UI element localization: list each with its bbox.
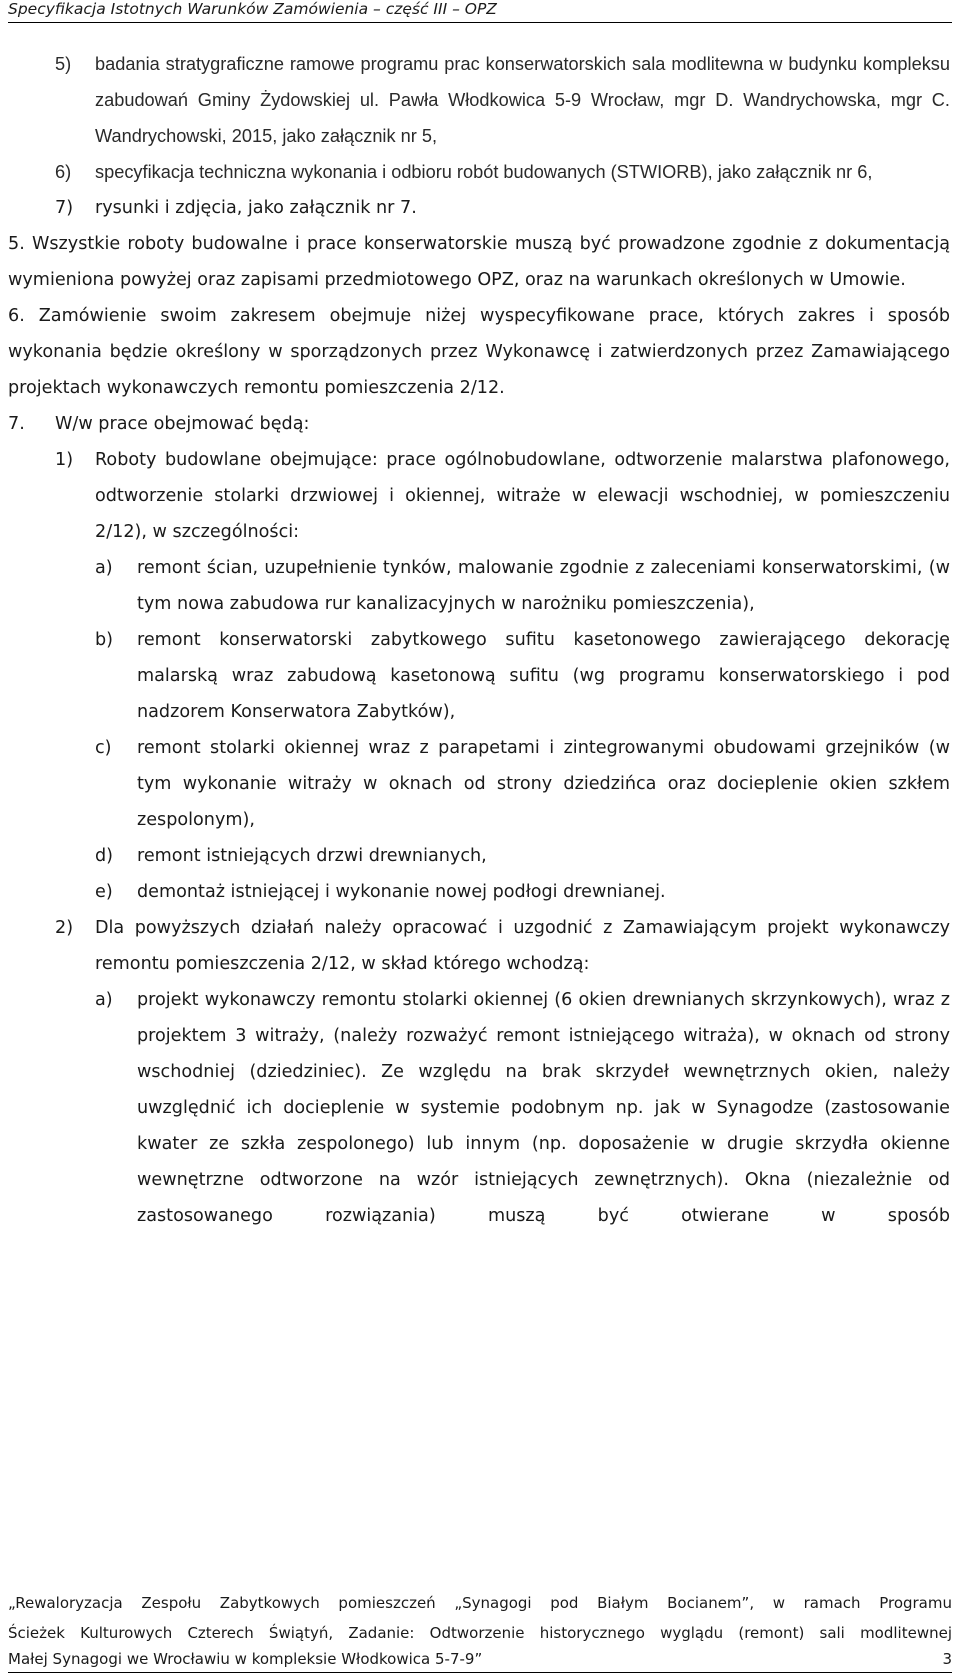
page-footer <box>8 1588 952 1673</box>
works-subitem-2a <box>95 982 950 1234</box>
works-item-2 <box>55 910 950 982</box>
section-text: Zamówienie swoim zakresem obejmuje niżej wyspecyfikowane prace, których zakres i sposób wykonania będzie określony w sporządzonych przez Wykonawcę i zatwierdzonych przez Zamawiającego projektach wykonawczych remontu pomieszczenia 2/12. <box>8 306 951 398</box>
page-header <box>8 0 952 23</box>
section-5 <box>8 226 950 298</box>
list-item-number: 7) <box>55 198 74 218</box>
subitem-letter: b) <box>95 630 114 650</box>
section-7 <box>8 406 950 442</box>
list-item-6 <box>55 154 950 190</box>
list-item-text: rysunki i zdjęcia, jako załącznik nr 7. <box>95 198 417 218</box>
footer-line-2: Ścieżek Kulturowych Czterech Świątyń, Zadanie: Odtworzenie historycznego wyglądu (remont) sali modlitewnej <box>8 1624 952 1642</box>
subitem-text: demontaż istniejącej i wykonanie nowej podłogi drewnianej. <box>137 882 666 902</box>
works-subitem-1b <box>95 622 950 730</box>
works-subitem-1c <box>95 730 950 838</box>
list-item-number: 6) <box>55 162 72 182</box>
subitem-letter: c) <box>95 738 112 758</box>
subitem-text: remont konserwatorski zabytkowego sufitu kasetonowego zawierającego dekorację malarską wraz zabudową kasetonową sufitu (wg programu konserwatorskiego i pod nadzorem Konserwatora Zabytków), <box>137 630 950 722</box>
list-item-text: specyfikacja techniczna wykonania i odbioru robót budowanych (STWIORB), jako załącznik nr 6, <box>95 162 873 182</box>
works-subitem-1a <box>95 550 950 622</box>
subitem-text: remont ścian, uzupełnienie tynków, malowanie zgodnie z zaleceniami konserwatorskimi, (w tym nowa zabudowa rur kanalizacyjnych w narożniku pomieszczenia), <box>137 558 950 614</box>
header-title: Specyfikacja Istotnych Warunków Zamówienia – część III – OPZ <box>8 0 497 18</box>
page-number: 3 <box>942 1650 952 1668</box>
section-number: 6. <box>8 306 25 326</box>
section-number: 5. <box>8 234 25 254</box>
works-item-text: Roboty budowlane obejmujące: prace ogólnobudowlane, odtworzenie malarstwa plafonowego, odtworzenie stolarki drzwiowej i okiennej, witraże w elewacji wschodniej, w pomieszczeniu 2/12), w szczególności: <box>95 450 950 542</box>
section-text: Wszystkie roboty budowalne i prace konserwatorskie muszą być prowadzone zgodnie z dokumentacją wymieniona powyżej oraz zapisami przedmiotowego OPZ, oraz na warunkach określonych w Umowie. <box>8 234 950 290</box>
footer-line-1: „Rewaloryzacja Zespołu Zabytkowych pomieszczeń „Synagogi pod Białym Bocianem”, w ramach Programu <box>8 1594 952 1612</box>
subitem-letter: a) <box>95 558 113 578</box>
works-subitem-1d <box>95 838 950 874</box>
works-item-text: Dla powyższych działań należy opracować i uzgodnić z Zamawiającym projekt wykonawczy remontu pomieszczenia 2/12, w skład którego wchodzą: <box>95 918 950 974</box>
footer-line-3 <box>8 1648 952 1673</box>
works-item-number: 1) <box>55 450 74 470</box>
footer-line-3-text: Małej Synagogi we Wrocławiu w kompleksie Włodkowica 5-7-9” <box>8 1650 483 1668</box>
list-item-text: badania stratygraficzne ramowe programu prac konserwatorskich sala modlitewna w budynku kompleksu zabudowań Gminy Żydowskiej ul. Pawła Włodkowica 5-9 Wrocław, mgr D. Wandrychowska, mgr C. Wandrychowski, 2015, jako załącznik nr 5, <box>95 54 950 146</box>
section-6 <box>8 298 950 406</box>
subitem-text: projekt wykonawczy remontu stolarki okiennej (6 okien drewnianych skrzynkowych), wraz z projektem 3 witraży, (należy rozważyć remont istniejącego witraża), w oknach od strony wschodniej (dziedziniec). Ze względu na brak skrzydeł wewnętrznych okien, należy uwzględnić ich docieplenie w systemie podobnym np. jak w Synagodze (zastosowanie kwater ze szkła zespolonego) lub innym (np. doposażenie w drugie skrzydła okienne wewnętrzne odtworzone na wzór istniejących zewnętrznych). Okna (niezależnie od zastosowanego rozwiązania) muszą być otwierane w sposób <box>137 990 950 1226</box>
works-item-1 <box>55 442 950 550</box>
subitem-text: remont stolarki okiennej wraz z parapetami i zintegrowanymi obudowami grzejników (w tym wykonanie witraży w oknach od strony dziedzińca oraz docieplenie okien szkłem zespolonym), <box>137 738 950 830</box>
subitem-letter: a) <box>95 990 113 1010</box>
works-subitem-1e <box>95 874 950 910</box>
section-text: W/w prace obejmować będą: <box>55 414 310 434</box>
list-item-number: 5) <box>55 54 72 74</box>
section-number: 7. <box>8 414 25 434</box>
works-item-number: 2) <box>55 918 74 938</box>
list-item-7 <box>55 190 950 226</box>
subitem-letter: d) <box>95 846 114 866</box>
document-body <box>0 46 960 1234</box>
list-item-5 <box>55 46 950 154</box>
subitem-text: remont istniejących drzwi drewnianych, <box>137 846 487 866</box>
subitem-letter: e) <box>95 882 113 902</box>
